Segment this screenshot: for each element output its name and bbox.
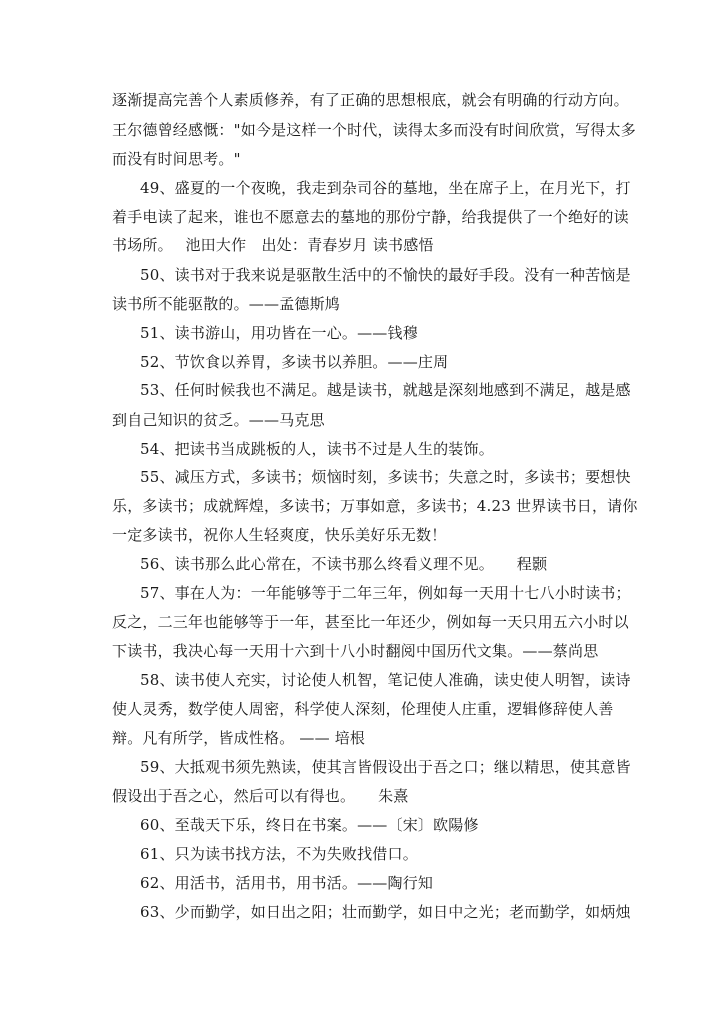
- text-line: 56、读书那么此心常在，不读书那么终看义理不见。 程颢: [140, 555, 548, 573]
- text-line: 52、节饮食以养胃，多读书以养胆。——庄周: [140, 353, 449, 371]
- text-line: 60、至哉天下乐，终日在书案。——〔宋〕欧陽修: [140, 816, 479, 834]
- text-line: 59、大抵观书须先熟读，使其言皆假设出于吾之口；继以精思，使其意皆: [140, 758, 631, 776]
- text-line: 辩。凡有所学，皆成性格。 —— 培根: [112, 729, 366, 747]
- text-line: 54、把读书当成跳板的人，读书不过是人生的装饰。: [140, 440, 494, 458]
- text-line: 下读书，我决心每一天用十六到十八小时翻阅中国历代文集。——蔡尚思: [112, 642, 599, 660]
- text-line: 61、只为读书找方法，不为失败找借口。: [140, 845, 418, 863]
- text-line: 使人灵秀，数学使人周密，科学使人深刻，伦理使人庄重，逻辑修辞使人善: [112, 700, 614, 718]
- text-line: 55、减压方式，多读书；烦恼时刻，多读书；失意之时，多读书；要想快: [140, 468, 631, 486]
- text-line: 逐渐提高完善个人素质修养，有了正确的思想根底，就会有明确的行动方向。: [112, 91, 629, 109]
- text-line: 62、用活书，活用书，用书活。——陶行知: [140, 874, 434, 892]
- text-line: 书场所。 池田大作 出处：青春岁月 读书感悟: [112, 236, 434, 254]
- text-line: 假设出于吾之心，然后可以有得也。 朱熹: [112, 787, 409, 805]
- text-line: 58、读书使人充实，讨论使人机智，笔记使人准确，读史使人明智，读诗: [140, 671, 631, 689]
- text-line: 63、少而勤学，如日出之阳；壮而勤学，如日中之光；老而勤学，如炳烛: [140, 903, 631, 921]
- text-line: 反之，二三年也能够等于一年，甚至比一年还少，例如每一天只用五六小时以: [112, 613, 629, 631]
- text-line: 53、任何时候我也不满足。越是读书，就越是深刻地感到不满足，越是感: [140, 381, 631, 399]
- text-line: 一定多读书，祝你人生轻爽度，快乐美好乐无数！: [112, 526, 447, 544]
- text-line: 读书所不能驱散的。——孟德斯鸠: [112, 295, 341, 313]
- text-line: 乐，多读书；成就辉煌，多读书；万事如意，多读书；4.23 世界读书日，请你: [112, 497, 638, 515]
- text-line: 51、读书游山，用功皆在一心。——钱穆: [140, 324, 418, 342]
- text-line: 49、盛夏的一个夜晚，我走到杂司谷的墓地，坐在席子上，在月光下，打: [140, 179, 631, 197]
- text-line: 到自己知识的贫乏。——马克思: [112, 411, 325, 429]
- text-line: 而没有时间思考。": [112, 150, 241, 168]
- text-line: 57、事在人为：一年能够等于二年三年，例如每一天用十七八小时读书；: [140, 584, 631, 602]
- text-line: 50、读书对于我来说是驱散生活中的不愉快的最好手段。没有一种苦恼是: [140, 266, 631, 284]
- text-line: 王尔德曾经感慨："如今是这样一个时代，读得太多而没有时间欣赏，写得太多: [112, 121, 636, 139]
- text-line: 着手电读了起来，谁也不愿意去的墓地的那份宁静，给我提供了一个绝好的读: [112, 208, 629, 226]
